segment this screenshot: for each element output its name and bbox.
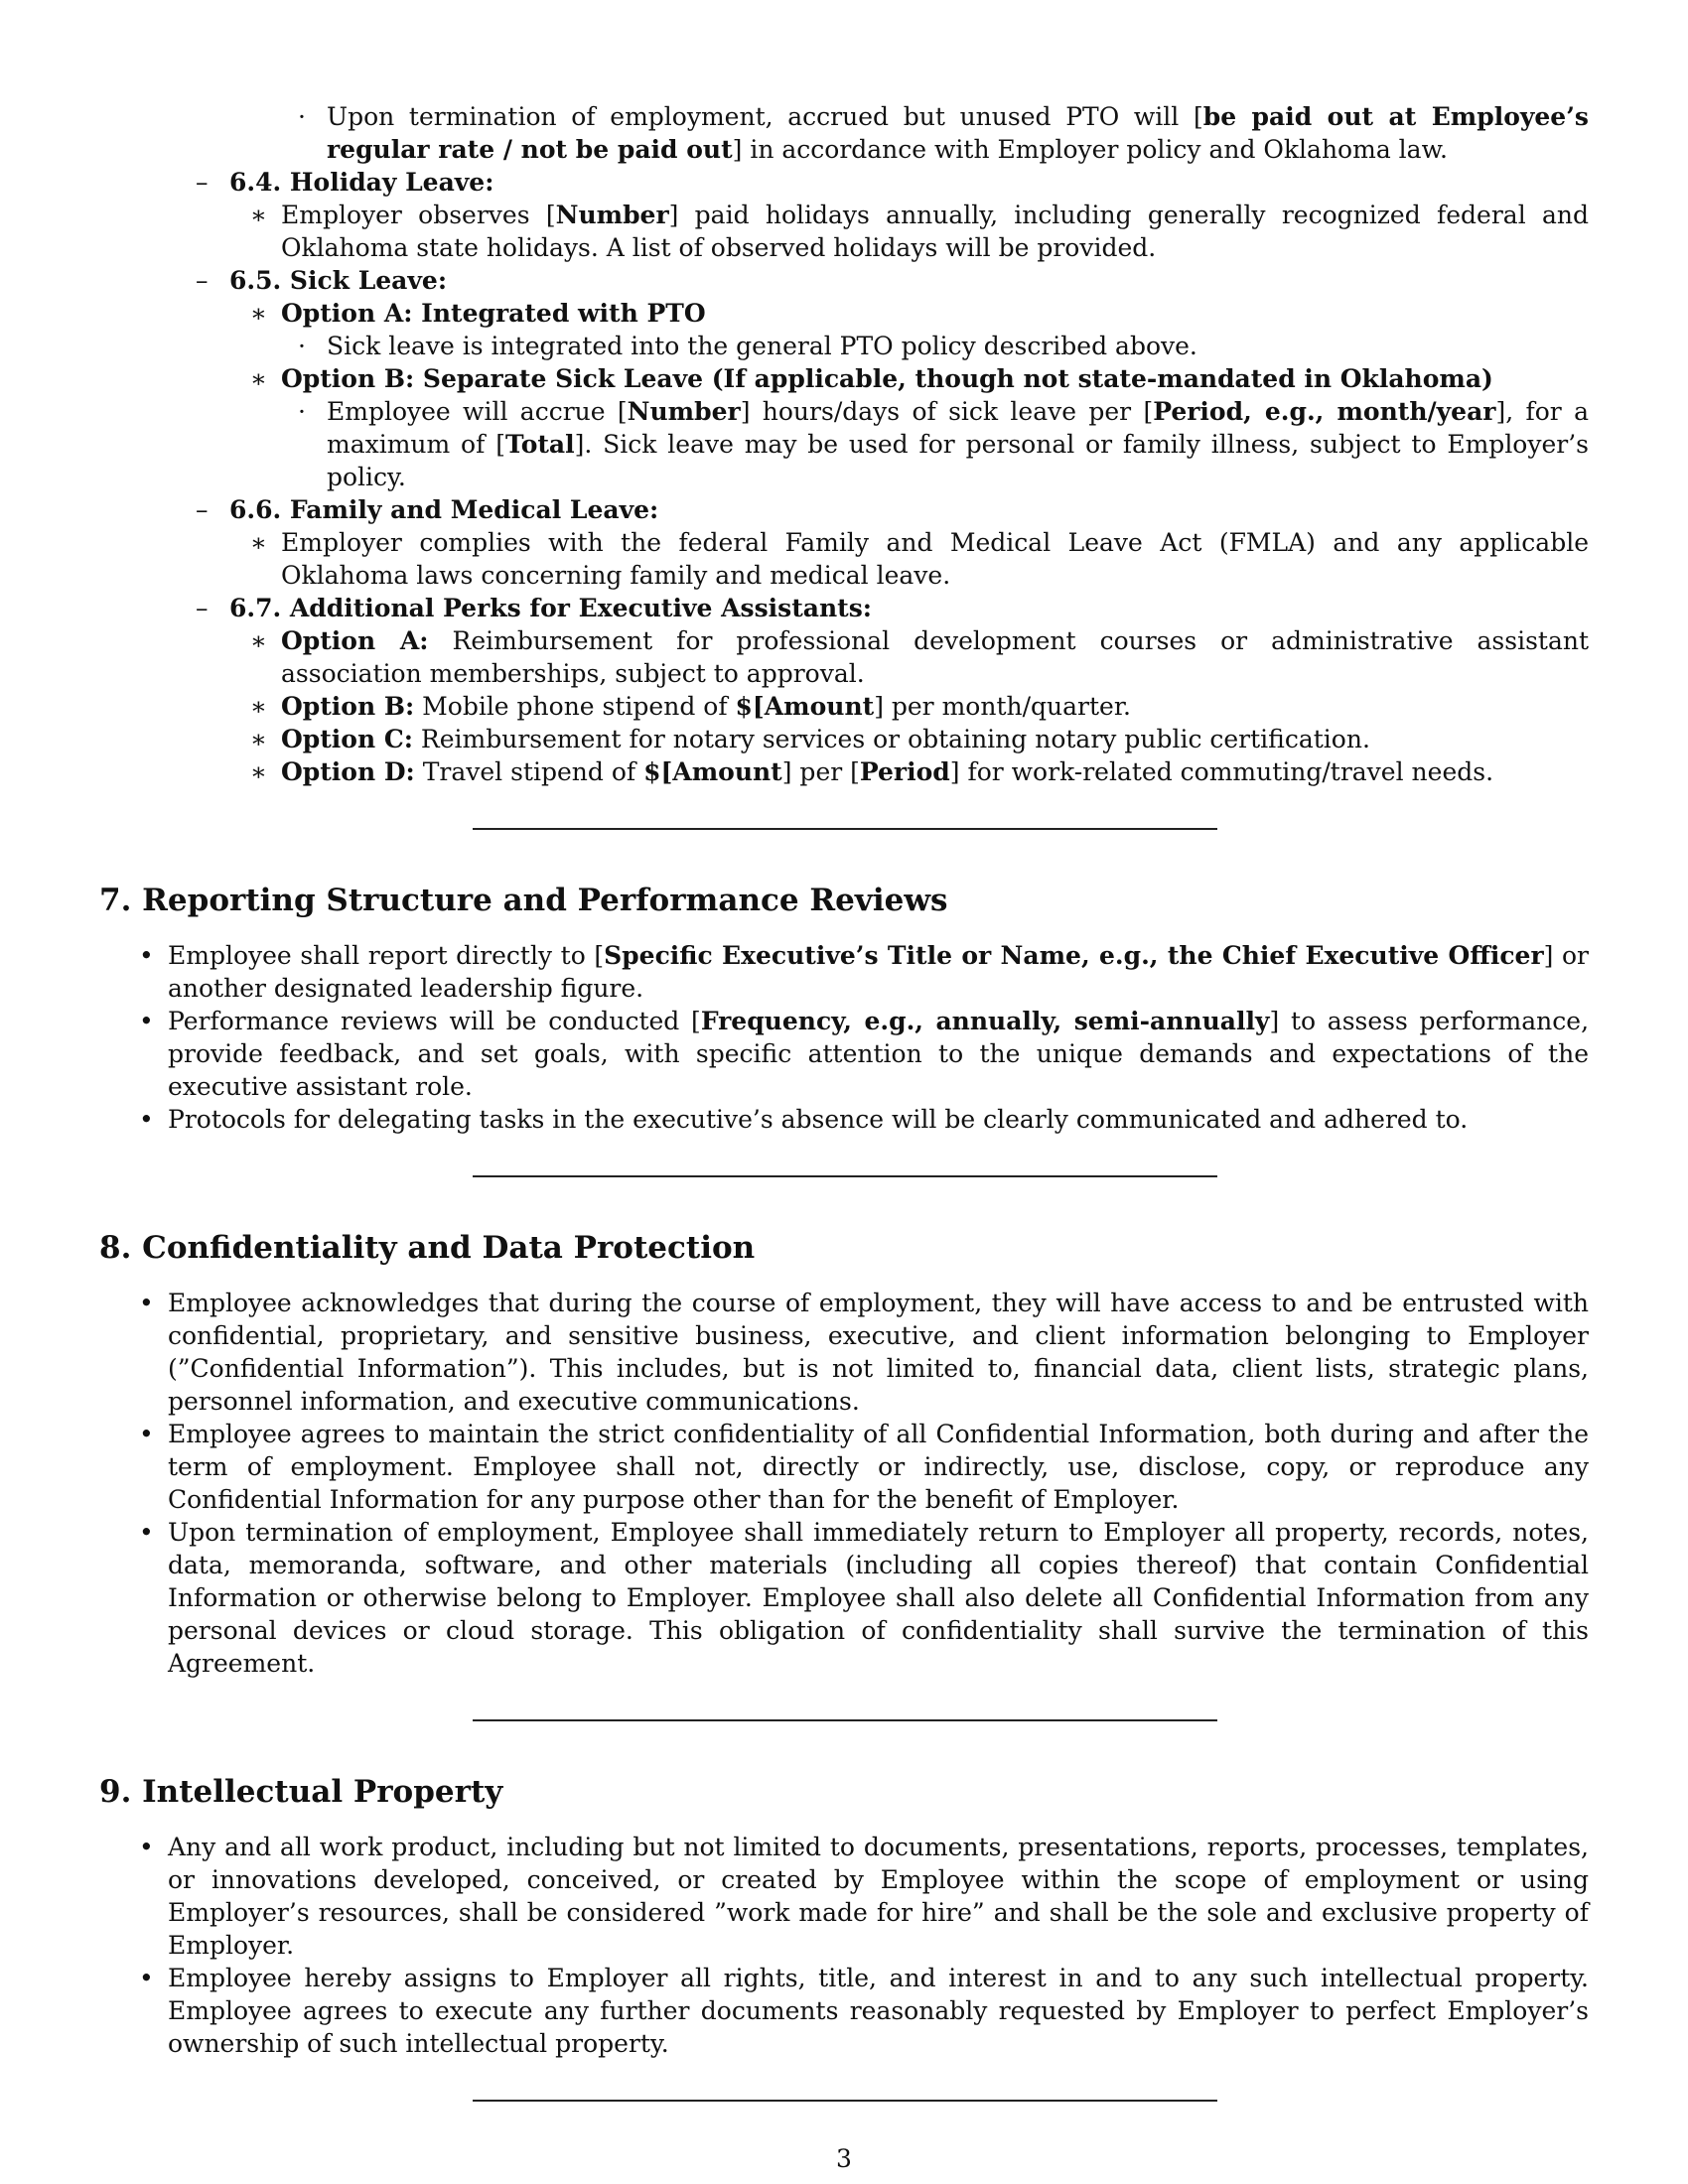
list-item [99,624,1589,690]
list-item [99,939,1589,1005]
list-item-text: Any and all work product, including but not limited to documents, presentations, reports, processes, templates, or innovations developed, conceived, or created by Employee within the scope of employment or using Employer’s resources, shall be considered ”work made for hire” and shall be the sole and exclusive property of Employer. [168,1833,1589,1960]
list-item [99,1005,1589,1103]
section-7-title: 7. Reporting Structure and Performance Reviews [99,883,948,918]
list-item [99,755,1589,788]
list-item-text: Protocols for delegating tasks in the executive’s absence will be clearly communicated and adhered to. [168,1105,1469,1134]
page-number: 3 [836,2144,852,2173]
fmla-list [99,526,1589,592]
subsection-6-4 [99,166,1589,199]
bullet-marker: • [139,1420,154,1448]
star-marker: ∗ [250,364,267,393]
star-marker: ∗ [250,201,267,229]
subsection-heading: 6.5. Sick Leave: [229,266,448,295]
section-divider [473,2100,1217,2102]
document-page [99,100,1589,2102]
pto-termination-text: Upon termination of employment, accrued but unused PTO will [be paid out at Employee’s regular rate / not be paid out] in accordance with Employer policy and Oklahoma law. [327,102,1589,164]
sick-leave-options [99,297,1589,330]
dash-marker: – [196,168,209,197]
sick-option-b-text: Employee will accrue [Number] hours/days of sick leave per [Period, e.g., month/year], for a maximum of [Total]. Sick leave may be used for personal or family illness, subject to Employer’s policy. [327,397,1590,491]
subsection-6-7 [99,592,1589,624]
star-marker: ∗ [250,725,267,753]
section-9-list [99,1831,1589,2060]
bullet-marker: • [139,1007,154,1035]
fmla-text: Employer complies with the federal Family and Medical Leave Act (FMLA) and any applicable Oklahoma laws concerning family and medical leave. [281,528,1589,590]
perks-list [99,624,1589,788]
dash-marker: – [196,266,209,295]
subsection-heading: 6.7. Additional Perks for Executive Assistants: [229,594,872,622]
star-marker: ∗ [250,626,267,655]
star-marker: ∗ [250,757,267,786]
list-item [99,1516,1589,1680]
bullet-marker: • [139,1518,154,1547]
holiday-list [99,199,1589,264]
list-item [99,100,1589,166]
bullet-marker: • [139,1964,154,1992]
list-item [99,1418,1589,1516]
list-item [99,297,1589,330]
list-item [99,1962,1589,2060]
star-marker: ∗ [250,692,267,721]
dash-marker: – [196,495,209,524]
section-divider [473,1175,1217,1177]
subsection-list [99,592,1589,624]
list-item [99,526,1589,592]
list-item [99,395,1589,493]
list-item [99,199,1589,264]
dot-marker: · [298,332,306,360]
section-divider [473,828,1217,830]
bullet-marker: • [139,1833,154,1861]
list-item [99,723,1589,755]
subsection-6-5 [99,264,1589,297]
section-6-subsections [99,166,1589,199]
list-item [99,1287,1589,1418]
perk-a-text: Option A: Reimbursement for professional development courses or administrative assistant association memberships, subject to approval. [281,626,1589,688]
section-8-title: 8. Confidentiality and Data Protection [99,1230,756,1266]
bullet-marker: • [139,1289,154,1317]
list-item-text: Employee hereby assigns to Employer all rights, title, and interest in and to any such intellectual property. Employee agrees to execute any further documents reasonably requested by Employer to perfect Employer’s ownership of such intellectual property. [168,1964,1589,2058]
sick-option-b-heading: Option B: Separate Sick Leave (If applicable, though not state-mandated in Oklahoma) [281,364,1493,393]
perk-c-text: Option C: Reimbursement for notary services or obtaining notary public certification. [281,725,1370,753]
pto-termination-list [99,100,1589,166]
list-item-text: Performance reviews will be conducted [Frequency, e.g., annually, semi-annually] to assess performance, provide feedback, and set goals, with specific attention to the unique demands and expectations of the executive assistant role. [168,1007,1590,1101]
bullet-marker: • [139,941,154,970]
dot-marker: · [298,397,306,426]
dash-marker: – [196,594,209,622]
list-item-text: Employee shall report directly to [Specific Executive’s Title or Name, e.g., the Chief Executive Officer] or another designated leadership figure. [168,941,1589,1003]
star-marker: ∗ [250,528,267,557]
section-divider [473,1719,1217,1721]
perk-d-text: Option D: Travel stipend of $[Amount] per [Period] for work-related commuting/travel needs. [281,757,1494,786]
holiday-text: Employer observes [Number] paid holidays annually, including generally recognized federal and Oklahoma state holidays. A list of observed holidays will be provided. [281,201,1589,262]
list-item-text: Upon termination of employment, Employee shall immediately return to Employer all property, records, notes, data, memoranda, software, and other materials (including all copies thereof) that contain Confidential Information or otherwise belong to Employer. Employee shall also delete all Confidential Information from any personal devices or cloud storage. This obligation of confidentiality shall survive the termination of this Agreement. [168,1518,1589,1678]
perk-b-text: Option B: Mobile phone stipend of $[Amount] per month/quarter. [281,692,1131,721]
subsection-list [99,493,1589,526]
sick-option-a-heading: Option A: Integrated with PTO [281,299,706,328]
section-8-list [99,1287,1589,1680]
list-item [99,362,1589,395]
bullet-marker: • [139,1105,154,1134]
sick-option-a-list [99,330,1589,362]
sick-option-a-text: Sick leave is integrated into the general PTO policy described above. [327,332,1197,360]
list-item [99,1831,1589,1962]
list-item [99,1103,1589,1136]
star-marker: ∗ [250,299,267,328]
sick-option-b-list [99,395,1589,493]
section-9-title: 9. Intellectual Property [99,1774,503,1810]
list-item [99,330,1589,362]
subsection-heading: 6.6. Family and Medical Leave: [229,495,659,524]
dot-marker: · [298,102,306,131]
list-item-text: Employee agrees to maintain the strict confidentiality of all Confidential Information, both during and after the term of employment. Employee shall not, directly or indirectly, use, disclose, copy, or reproduce any Confidential Information for any purpose other than for the benefit of Employer. [168,1420,1589,1514]
list-item-text: Employee acknowledges that during the course of employment, they will have access to and be entrusted with confidential, proprietary, and sensitive business, executive, and client information belonging to Employer (”Confidential Information”). This includes, but is not limited to, financial data, client lists, strategic plans, personnel information, and executive communications. [168,1289,1589,1416]
subsection-6-6 [99,493,1589,526]
sick-leave-options-b [99,362,1589,395]
section-7-list [99,939,1589,1136]
list-item [99,690,1589,723]
subsection-list [99,264,1589,297]
subsection-heading: 6.4. Holiday Leave: [229,168,494,197]
